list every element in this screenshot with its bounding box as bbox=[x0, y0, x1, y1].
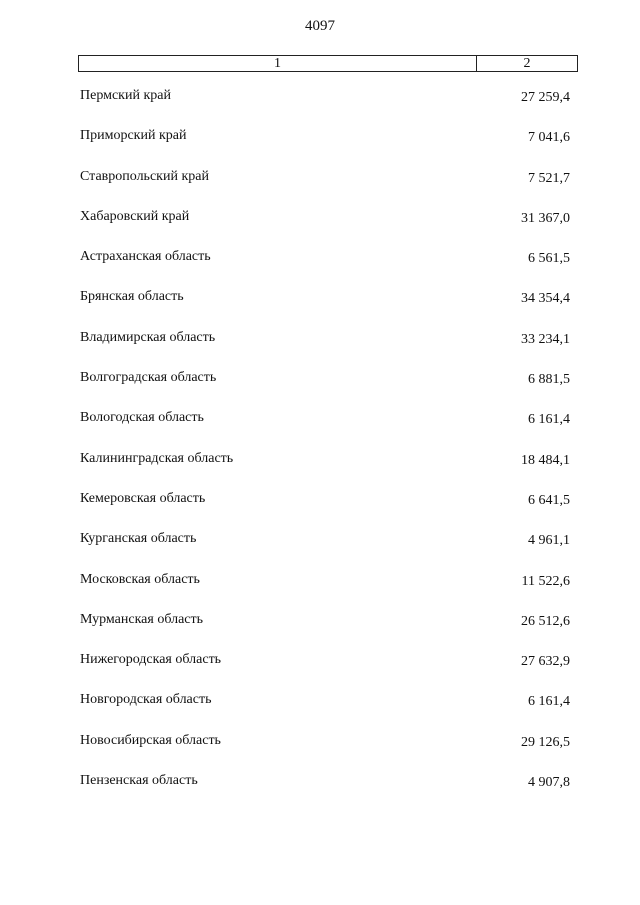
region-value: 6 881,5 bbox=[528, 372, 570, 388]
table-body bbox=[0, 88, 640, 813]
region-name: Астраханская область bbox=[80, 249, 211, 265]
region-value: 34 354,4 bbox=[521, 291, 570, 307]
region-value: 6 641,5 bbox=[528, 492, 570, 508]
region-value: 29 126,5 bbox=[521, 734, 570, 750]
region-value: 7 521,7 bbox=[528, 170, 570, 186]
region-value: 4 961,1 bbox=[528, 533, 570, 549]
table-header bbox=[78, 55, 578, 72]
region-value: 6 161,4 bbox=[528, 694, 570, 710]
region-name: Владимирская область bbox=[80, 329, 216, 345]
table-row bbox=[0, 209, 640, 249]
region-name: Московская область bbox=[80, 571, 200, 587]
region-name: Кемеровская область bbox=[80, 490, 206, 506]
region-name: Новгородская область bbox=[80, 692, 212, 708]
region-value: 6 561,5 bbox=[528, 251, 570, 267]
region-name: Приморский край bbox=[80, 128, 187, 144]
region-value: 11 522,6 bbox=[521, 573, 570, 589]
region-name: Брянская область bbox=[80, 289, 184, 305]
table-row bbox=[0, 451, 640, 491]
region-name: Новосибирская область bbox=[80, 732, 221, 748]
table-row bbox=[0, 128, 640, 168]
region-name: Калининградская область bbox=[80, 450, 234, 466]
region-name: Волгоградская область bbox=[80, 370, 217, 386]
table-row bbox=[0, 289, 640, 329]
region-name: Ставропольский край bbox=[80, 168, 209, 184]
region-name: Мурманская область bbox=[80, 611, 204, 627]
table-row bbox=[0, 330, 640, 370]
table-row bbox=[0, 88, 640, 128]
region-name: Курганская область bbox=[80, 531, 197, 547]
table-row bbox=[0, 652, 640, 692]
table-row bbox=[0, 612, 640, 652]
table-row bbox=[0, 491, 640, 531]
region-name: Вологодская область bbox=[80, 410, 204, 426]
region-value: 18 484,1 bbox=[521, 452, 570, 468]
table-row bbox=[0, 773, 640, 813]
region-value: 31 367,0 bbox=[521, 210, 570, 226]
region-name: Нижегородская область bbox=[80, 652, 222, 668]
region-value: 27 632,9 bbox=[521, 654, 570, 670]
region-value: 26 512,6 bbox=[521, 613, 570, 629]
region-value: 4 907,8 bbox=[528, 775, 570, 791]
table-row bbox=[0, 572, 640, 612]
table-row bbox=[0, 531, 640, 571]
region-value: 27 259,4 bbox=[521, 90, 570, 105]
table-row bbox=[0, 733, 640, 773]
region-value: 7 041,6 bbox=[528, 130, 570, 146]
region-value: 6 161,4 bbox=[528, 412, 570, 428]
table-row bbox=[0, 249, 640, 289]
region-name: Пермский край bbox=[80, 88, 171, 103]
table-row bbox=[0, 410, 640, 450]
region-value: 33 234,1 bbox=[521, 331, 570, 347]
page-number: 4097 bbox=[305, 18, 335, 34]
region-name: Хабаровский край bbox=[80, 208, 190, 224]
table-row bbox=[0, 169, 640, 209]
column-header-1: 1 bbox=[79, 56, 477, 71]
region-name: Пензенская область bbox=[80, 773, 198, 789]
table-row bbox=[0, 370, 640, 410]
column-header-2: 2 bbox=[523, 56, 531, 71]
table-row bbox=[0, 692, 640, 732]
